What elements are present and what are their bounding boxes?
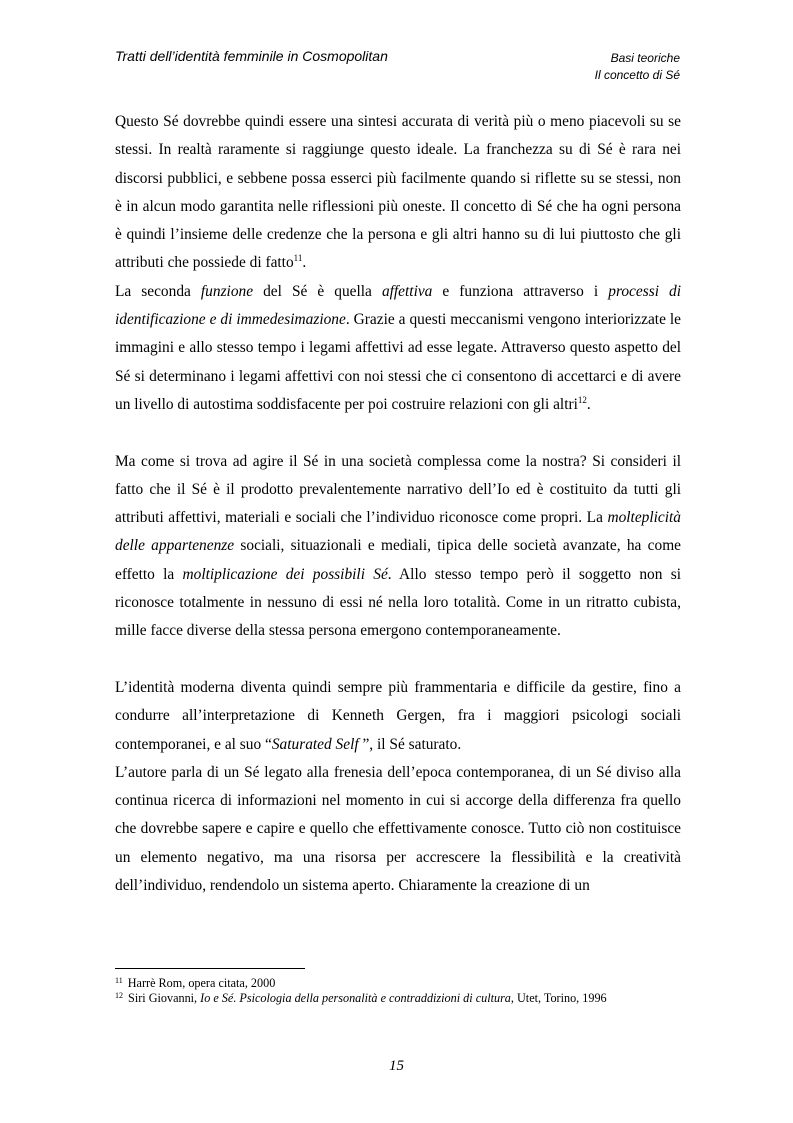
page-number: 15: [389, 1058, 404, 1074]
footnote-ref-11: 11: [293, 253, 303, 264]
paragraph-affective-function: La seconda funzione del Sé è quella affettiva e funziona attraverso i processi di identificazione e di immedesimazione. Grazie a questi meccanismi vengono interiorizzate le immagini e allo stesso tempo i legami affettivi ad esse legate. Attraverso questo aspetto del Sé si determinano i legami affettivi con noi stessi che ci consentono di accettarci e di avere un livello di autostima soddisfacente per poi costruire relazioni con gli altri$^{12}$.: [115, 282, 681, 413]
paragraph-self-synthesis: Questo Sé dovrebbe quindi essere una sintesi accurata di verità più o meno piacevoli su se stessi. In realtà raramente si raggiunge questo ideale. La franchezza su di Sé è rara nei discorsi pubblici, e sebbene possa esserci più facilmente quando si riflette su se stessi, non è in alcun modo garantita nelle riflessioni più oneste. Il concetto di Sé che ha ogni persona è quindi l’insieme delle credenze che la persona e gli altri hanno su di lui piuttosto che gli attributi che possiede di fatto$^{11}$.: [115, 113, 681, 272]
footnote-12: $^{12}$ Siri Giovanni, Io e Sé. Psicologia della personalità e contraddizioni di cultura, Utet, Torino, 1996: [115, 991, 607, 1005]
header-subsection: Il concetto di Sé: [594, 68, 680, 82]
running-header-title: Tratti dell’identità femminile in Cosmopolitan: [115, 48, 388, 64]
body-text: [115, 108, 681, 900]
running-header-section: [595, 50, 680, 84]
footnote-ref-12: 12: [577, 394, 587, 405]
footnotes: [115, 976, 685, 1006]
paragraph-saturated-self: L’autore parla di un Sé legato alla frenesia dell’epoca contemporanea, di un Sé diviso alla continua ricerca di informazioni nel momento in cui si accorge della differenza fra quello che dovrebbe sapere e capire e quello che effettivamente conosce. Tutto ciò non costituisce un elemento negativo, ma una risorsa per accrescere la flessibilità e la creatività dell’individuo, rendendolo un sistema aperto. Chiaramente la creazione di un: [115, 763, 681, 895]
header-chapter: Basi teoriche: [610, 51, 680, 65]
footnote-separator: [115, 968, 305, 969]
paragraph-modern-identity: L’identità moderna diventa quindi sempre più frammentaria e difficile da gestire, fino a condurre all’interpretazione di Kenneth Gergen, fra i maggiori psicologi sociali contemporanei, e al suo “Saturated Self ”, il Sé saturato.: [115, 678, 681, 753]
footnote-11: $^{11}$ Harrè Rom, opera citata, 2000: [115, 976, 276, 990]
paragraph-complex-society: Ma come si trova ad agire il Sé in una società complessa come la nostra? Si consideri il fatto che il Sé è il prodotto prevalentemente narrativo dell’Io ed è costituito da tutti gli attributi affettivi, materiali e sociali che l’individuo riconosce come propri. La molteplicità delle appartenenze sociali, situazionali e mediali, tipica delle società avanzate, ha come effetto la moltiplicazione dei possibili Sé. Allo stesso tempo però il soggetto non si riconosce totalmente in nessuno di essi né nella loro totalità. Come in un ritratto cubista, mille facce diverse della stessa persona emergono contemporaneamente.: [115, 452, 681, 640]
